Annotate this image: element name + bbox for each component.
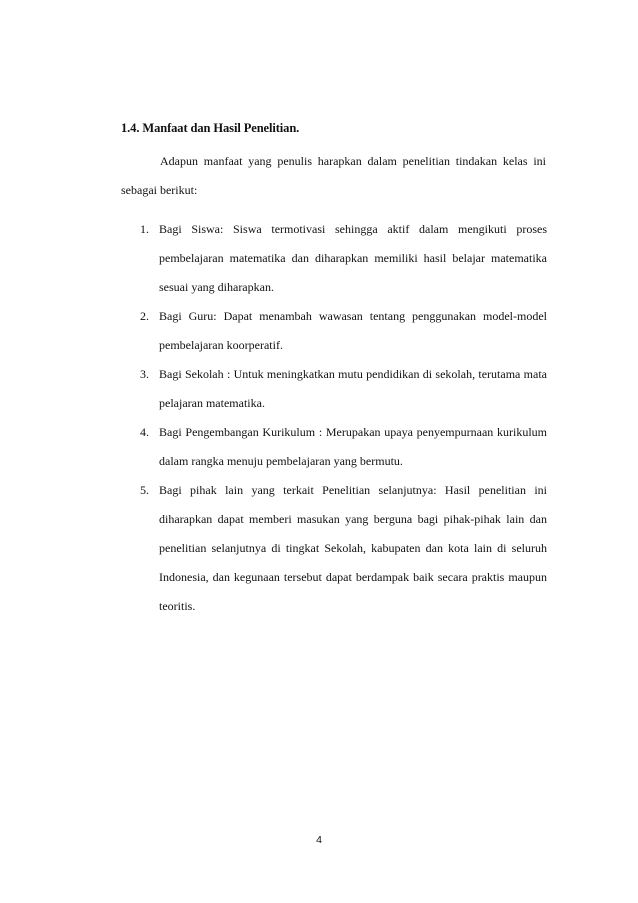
list-item-number: 5. xyxy=(140,483,149,497)
list-item-text: Bagi Guru: Dapat menambah wawasan tentang penggunakan model-model pembelajaran koorperatif. xyxy=(159,309,547,352)
list-item-number: 2. xyxy=(140,309,149,323)
list-item-text: Bagi Siswa: Siswa termotivasi sehingga aktif dalam mengikuti proses pembelajaran matematika dan diharapkan memiliki hasil belajar matematika sesuai yang diharapkan. xyxy=(159,222,547,294)
list-item-text: Bagi Sekolah : Untuk meningkatkan mutu pendidikan di sekolah, terutama mata pelajaran matematika. xyxy=(159,367,547,410)
intro-paragraph: Adapun manfaat yang penulis harapkan dalam penelitian tindakan kelas ini sebagai berikut: xyxy=(121,154,546,197)
list-item-number: 1. xyxy=(140,222,149,236)
list-item xyxy=(121,418,547,476)
list-item-number: 4. xyxy=(140,425,149,439)
section-heading: 1.4. Manfaat dan Hasil Penelitian. xyxy=(121,121,300,135)
page-number: 4 xyxy=(316,834,322,846)
list-item xyxy=(121,360,547,418)
benefits-list xyxy=(121,215,547,621)
list-item-text: Bagi pihak lain yang terkait Penelitian selanjutnya: Hasil penelitian ini diharapkan dapat memberi masukan yang berguna bagi pihak-pihak lain dan penelitian selanjutnya di tingkat Sekolah, kabupaten dan kota lain di seluruh Indonesia, dan kegunaan tersebut dapat berdampak baik secara praktis maupun teoritis. xyxy=(159,483,547,613)
list-item xyxy=(121,476,547,621)
list-item xyxy=(121,215,547,302)
list-item-number: 3. xyxy=(140,367,149,381)
list-item xyxy=(121,302,547,360)
list-item-text: Bagi Pengembangan Kurikulum : Merupakan upaya penyempurnaan kurikulum dalam rangka menuju pembelajaran yang bermutu. xyxy=(159,425,547,468)
